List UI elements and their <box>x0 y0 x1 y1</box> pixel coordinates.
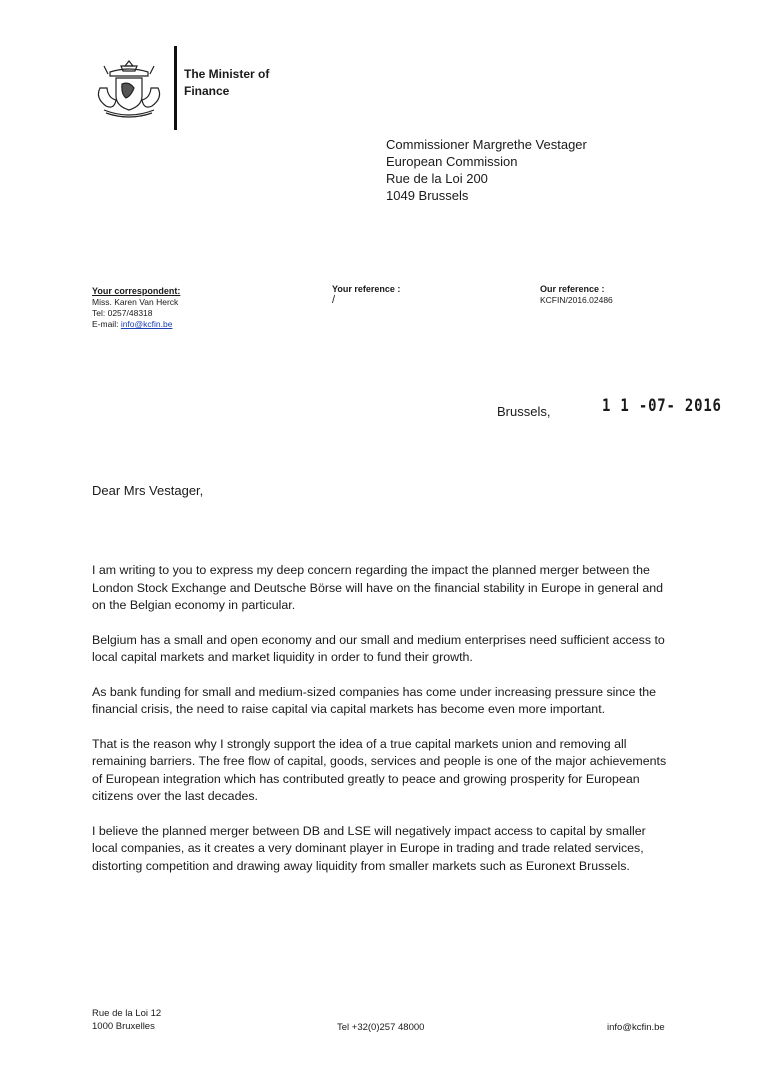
correspondent-name: Miss. Karen Van Herck <box>92 297 179 307</box>
your-reference-block <box>332 284 400 306</box>
body-paragraph: As bank funding for small and medium-sized companies has come under increasing pressure since the financial crisis, the need to raise capital via capital markets has become even more important. <box>92 684 657 716</box>
your-reference-label: Your reference : <box>332 284 401 294</box>
correspondent-email-link[interactable]: info@kcfin.be <box>120 319 173 329</box>
addressee-line: 1049 Brussels <box>386 188 469 203</box>
our-reference-block <box>540 284 613 306</box>
salutation: Dear Mrs Vestager, <box>92 483 204 498</box>
dateline-place: Brussels, <box>497 404 551 419</box>
footer-phone: Tel +32(0)257 48000 <box>337 1022 425 1033</box>
footer-address: Rue de la Loi 12 1000 Bruxelles <box>92 1008 162 1032</box>
footer-email: info@kcfin.be <box>607 1022 665 1033</box>
addressee-line: Commissioner Margrethe Vestager <box>386 137 587 152</box>
date-stamp: 1 1 -07- 2016 <box>602 396 722 416</box>
letterhead-title: The Minister of Finance <box>184 67 270 98</box>
correspondent-label: Your correspondent: <box>92 286 181 296</box>
our-reference-value: KCFIN/2016.02486 <box>540 295 613 305</box>
correspondent-tel: Tel: 0257/48318 <box>92 308 153 318</box>
body-paragraph: I am writing to you to express my deep concern regarding the impact the planned merger between the London Stock Exchange and Deutsche Börse will have on the financial stability in Europe in general and on the Belgian economy in particular. <box>92 563 664 612</box>
body-paragraph: I believe the planned merger between DB and LSE will negatively impact access to capital by smaller local companies, as it creates a very dominant player in Europe in trading and trade related services, distorting competition and drawing away liquidity from smaller markets such as Euronext Brussels. <box>92 823 646 873</box>
addressee-block <box>386 136 587 204</box>
letterhead-divider <box>174 46 177 130</box>
correspondent-email-row: E-mail: info@kcfin.be <box>92 319 173 329</box>
addressee-line: European Commission <box>386 154 518 169</box>
body-paragraph: That is the reason why I strongly support the idea of a true capital markets union and removing all remaining barriers. The free flow of capital, goods, services and people is one of the major achievements of European integration which has contributed greatly to peace and growing prosperity for European citizens over the last decades. <box>92 736 667 803</box>
correspondent-block <box>92 286 180 330</box>
our-reference-label: Our reference : <box>540 284 605 294</box>
your-reference-value: / <box>332 294 336 306</box>
addressee-line: Rue de la Loi 200 <box>386 171 488 186</box>
letter-body <box>92 562 674 892</box>
body-paragraph: Belgium has a small and open economy and our small and medium enterprises need sufficient access to local capital markets and market liquidity in order to fund their growth. <box>92 632 665 664</box>
belgian-coat-of-arms-icon <box>94 58 164 120</box>
